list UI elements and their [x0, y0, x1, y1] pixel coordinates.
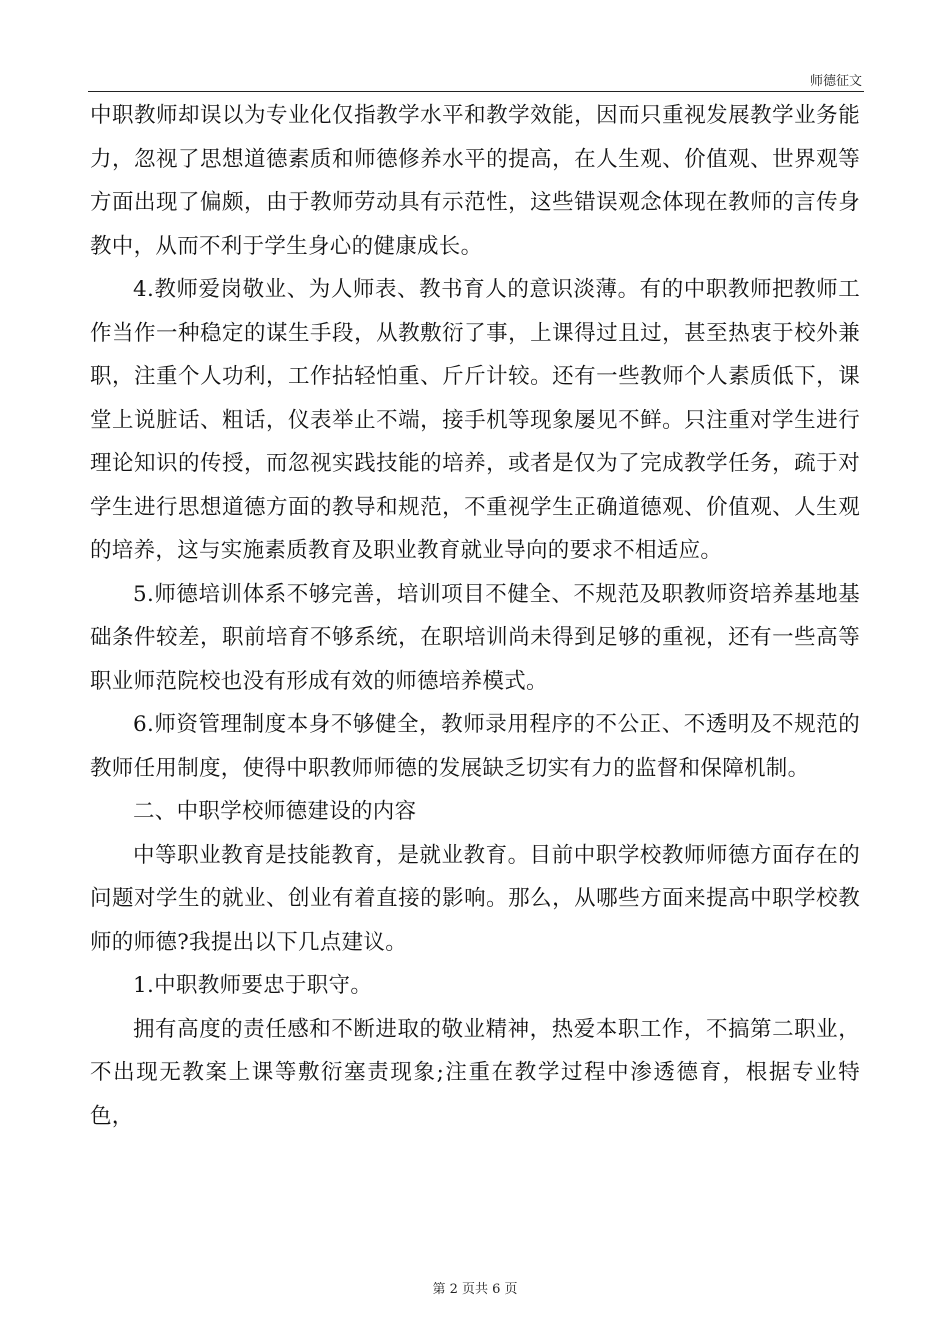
subheading-item-1: 1.中职教师要忠于职守。: [133, 973, 373, 998]
header-divider: [88, 91, 864, 92]
paragraph-item-5: 5.师德培训体系不够完善，培训项目不健全、不规范及职教师资培养基地基础条件较差，职前培育不够系统，在职培训尚未得到足够的重视，还有一些高等职业师范院校也没有形成有效的师德培养模式。: [90, 581, 860, 694]
paragraph-item-6: 6.师资管理制度本身不够健全，教师录用程序的不公正、不透明及不规范的教师任用制度，使得中职教师师德的发展缺乏切实有力的监督和保障机制。: [90, 712, 860, 781]
section-heading: 二、中职学校师德建设的内容: [133, 799, 417, 824]
body-text: [90, 94, 860, 1138]
paragraph-continued: 中职教师却误以为专业化仅指教学水平和教学效能，因而只重视发展教学业务能力，忽视了思想道德素质和师德修养水平的提高，在人生观、价值观、世界观等方面出现了偏颇，由于教师劳动具有示范性，这些错误观念体现在教师的言传身教中，从而不利于学生身心的健康成长。: [90, 103, 860, 259]
paragraph-item-4: 4.教师爱岗敬业、为人师表、教书育人的意识淡薄。有的中职教师把教师工作当作一种稳定的谋生手段，从教敷衍了事，上课得过且过，甚至热衷于校外兼职，注重个人功利，工作拈轻怕重、斤斤计较。还有一些教师个人素质低下，课堂上说脏话、粗话，仪表举止不端，接手机等现象屡见不鲜。只注重对学生进行理论知识的传授，而忽视实践技能的培养，或者是仅为了完成教学任务，疏于对学生进行思想道德方面的教导和规范，不重视学生正确道德观、价值观、人生观的培养，这与实施素质教育及职业教育就业导向的要求不相适应。: [90, 277, 860, 563]
page-number: 第 2 页共 6 页: [432, 1282, 518, 1297]
paragraph-item-1-body: 拥有高度的责任感和不断进取的敬业精神，热爱本职工作，不搞第二职业，不出现无教案上课等敷衍塞责现象;注重在教学过程中渗透德育，根据专业特色，: [90, 1016, 860, 1129]
header-section-label: 师德征文: [809, 74, 862, 89]
paragraph-intro: 中等职业教育是技能教育，是就业教育。目前中职学校教师师德方面存在的问题对学生的就业、创业有着直接的影响。那么，从哪些方面来提高中职学校教师的师德?我提出以下几点建议。: [90, 842, 860, 955]
